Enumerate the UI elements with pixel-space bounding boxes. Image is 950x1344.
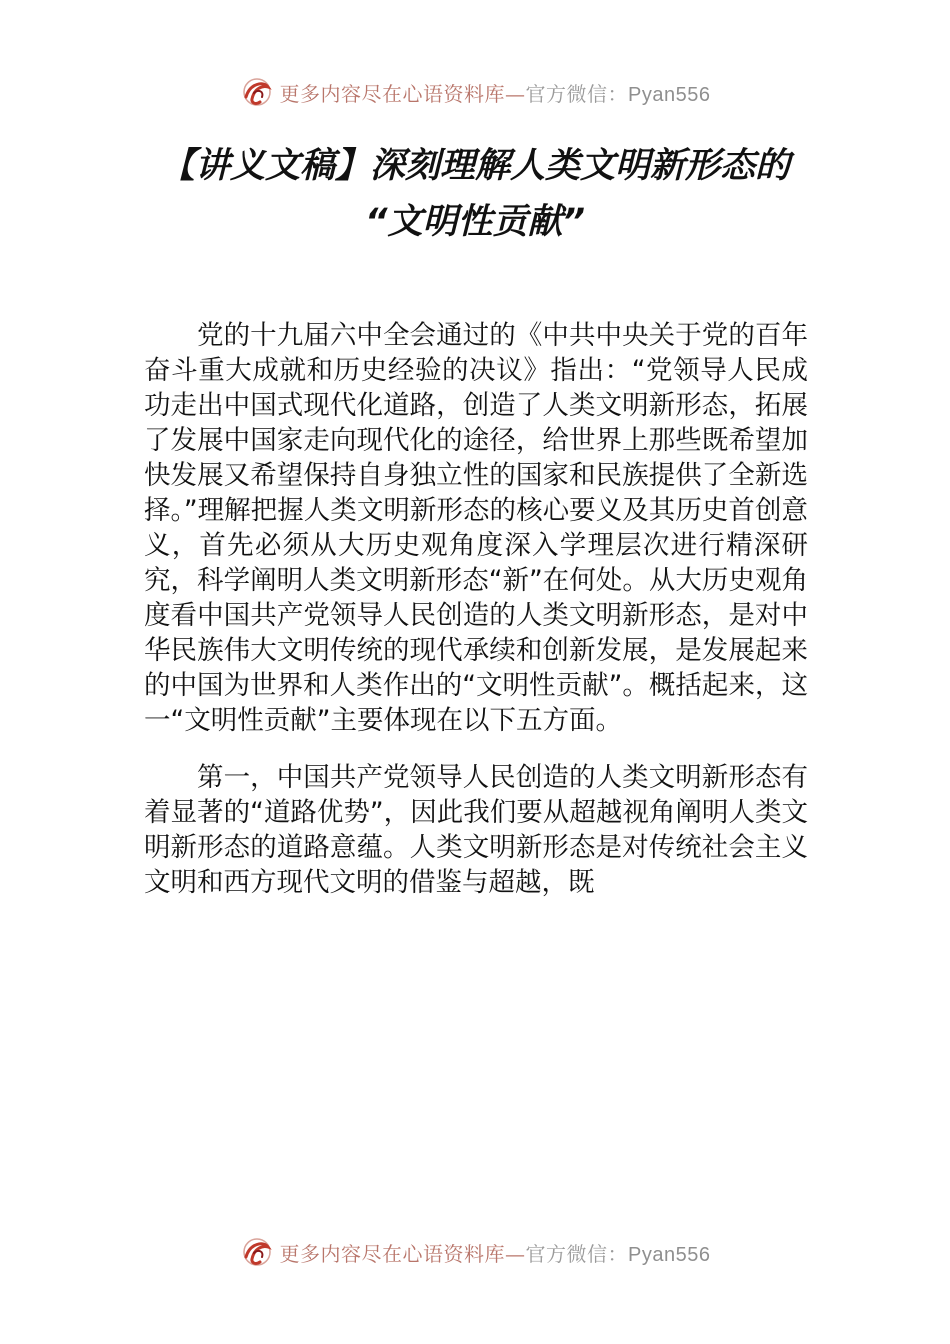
title-line-2: “文明性贡献” [364, 202, 586, 242]
page-header [0, 72, 950, 112]
swirl-logo-icon [240, 1235, 274, 1269]
body-paragraph-2: 第一，中国共产党领导人民创造的人类文明新形态有着显著的“道路优势”，因此我们要从超越视角阐明人类文明新形态的道路意蕴。人类文明新形态是对传统社会主义文明和西方现代文明的借鉴与超越，既 [144, 762, 808, 898]
swirl-logo-icon [240, 75, 274, 109]
document-title [100, 138, 850, 250]
footer-wechat-id: Pyan556 [628, 1243, 711, 1266]
document-body [144, 318, 808, 922]
footer-brand-name: 更多内容尽在心语资料库 [279, 1241, 506, 1266]
title-line-1: 【讲义文稿】深刻理解人类文明新形态的 [159, 146, 790, 186]
body-paragraph-1: 党的十九届六中全会通过的《中共中央关于党的百年奋斗重大成就和历史经验的决议》指出：“党领导人民成功走出中国式现代化道路，创造了人类文明新形态，拓展了发展中国家走向现代化的途径，给世界上那些既希望加快发展又希望保持自身独立性的国家和民族提供了全新选择。”理解把握人类文明新形态的核心要义及其历史首创意义，首先必须从大历史观角度深入学理层次进行精深研究，科学阐明人类文明新形态“新”在何处。从大历史观角度看中国共产党领导人民创造的人类文明新形态，是对中华民族伟大文明传统的现代承续和创新发展，是发展起来的中国为世界和人类作出的“文明性贡献”。概括起来，这一“文明性贡献”主要体现在以下五方面。 [144, 320, 808, 736]
footer-separator: — [505, 1241, 526, 1266]
brand-slogan [280, 78, 711, 107]
footer-wechat-label: 官方微信： [525, 1241, 629, 1266]
brand-name: 更多内容尽在心语资料库 [279, 81, 506, 106]
wechat-id: Pyan556 [628, 83, 711, 106]
footer-slogan [280, 1238, 711, 1267]
brand-separator: — [505, 81, 526, 106]
wechat-label: 官方微信： [525, 81, 629, 106]
page-footer [0, 1232, 950, 1272]
